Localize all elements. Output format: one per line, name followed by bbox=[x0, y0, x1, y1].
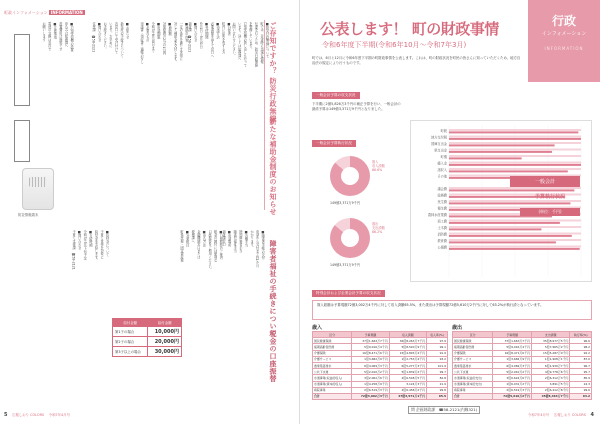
left-page-header bbox=[4, 10, 85, 16]
table-cell: 5億9,016万4千円 bbox=[352, 344, 389, 350]
budget-execution-chart bbox=[410, 120, 592, 282]
benefit-label: 第1子の場合 bbox=[113, 327, 148, 337]
headline-welfare: 障害者福祉の手続きについて bbox=[269, 240, 277, 338]
category-label: 国庫支出金 bbox=[431, 142, 447, 146]
benefit-table-header: 給付金額 bbox=[148, 319, 182, 327]
table-cell: 水道事業(資本的支出) bbox=[453, 381, 493, 387]
column-header: 収入率(%) bbox=[427, 332, 448, 338]
table-cell: 3,124万3千円 bbox=[389, 381, 426, 387]
table-cell: 水道事業(収益的支出) bbox=[453, 375, 493, 381]
category-label: 総務費 bbox=[437, 193, 447, 198]
budget-bar bbox=[449, 226, 581, 228]
expense-budget-total: 149億3,371万9千円 bbox=[330, 263, 360, 267]
revenue-donut bbox=[330, 156, 370, 196]
benefit-amount: 10,000円 bbox=[148, 327, 182, 337]
expense-donut-caption bbox=[372, 222, 385, 235]
device-caption: 防災情報端末 bbox=[18, 213, 39, 217]
category-label: 議会費 bbox=[437, 187, 447, 191]
page-subtitle: 令和6年度下半期(令和6年10月〜令和7年3月) bbox=[322, 41, 467, 49]
table-cell: 1億4,258万9千円 bbox=[352, 381, 389, 387]
table-cell: 97.9 bbox=[427, 338, 448, 344]
expense-pct: 86.2% bbox=[372, 230, 383, 235]
actual-bar bbox=[449, 248, 580, 250]
table-cell: 水道事業(収益的収入) bbox=[313, 375, 352, 381]
tab-title: 行政 bbox=[551, 14, 576, 28]
table-cell: 98.2 bbox=[570, 344, 592, 350]
expense-table-title: 歳出 bbox=[452, 325, 463, 331]
lead-text: 町では、6月と12月に令和6年度下半期の町財政事情を公表します。これは、町の財政状況を町民の皆さんに知っていただくため、地方自治法の規定により行うものです。 bbox=[312, 56, 521, 66]
actual-bar bbox=[449, 222, 560, 224]
contact-info: 問 企画財政課 ☎58-2121(内線321) bbox=[408, 406, 480, 414]
column-header: 予算現額 bbox=[493, 332, 531, 338]
table-total-row bbox=[313, 393, 448, 399]
budget-bar bbox=[449, 149, 581, 151]
category-label: 教育費 bbox=[437, 239, 447, 243]
revenue-table-title: 歳入 bbox=[312, 325, 323, 331]
table-cell: 国民健康保険 bbox=[313, 338, 352, 344]
table-cell: 45億8,463万7千円 bbox=[531, 393, 569, 399]
revenue-table bbox=[312, 331, 448, 400]
table-cell: 公共下水道 bbox=[453, 369, 493, 375]
table-cell: 37億1,663万7千円 bbox=[352, 338, 389, 344]
actual-bar bbox=[449, 189, 574, 191]
table-cell: 16億8,471万6千円 bbox=[493, 350, 531, 356]
right-footer bbox=[528, 412, 594, 418]
header-label: 町政インフォメーション bbox=[4, 10, 48, 15]
table-cell: 6億4,069万3千円 bbox=[352, 362, 389, 368]
column-header: 執行率(%) bbox=[570, 332, 592, 338]
column-header: 区分 bbox=[313, 332, 352, 338]
table-cell: 介護保険 bbox=[313, 350, 352, 356]
actual-bar bbox=[449, 131, 578, 133]
category-label: 地方交付税 bbox=[431, 135, 447, 140]
revenue-donut-caption bbox=[372, 160, 385, 173]
table-cell: 35億8,977万5千円 bbox=[531, 338, 569, 344]
category-label: 繰入金 bbox=[437, 161, 447, 166]
table-cell: 63.2 bbox=[570, 393, 592, 399]
chart-badge: 一般会計 bbox=[510, 176, 580, 187]
actual-bar bbox=[449, 151, 552, 153]
tab-english: INFORMATION bbox=[544, 46, 584, 51]
table-cell: 合計 bbox=[453, 393, 493, 399]
table-cell: 96.7 bbox=[570, 362, 592, 368]
table-cell: 95.7 bbox=[570, 369, 592, 375]
expense-label: 歳出 bbox=[372, 222, 379, 226]
special-text: 歳入総額は予算現額72億3,002万4千円に対して収入済額65.5%、また歳出は予算現額72億5,610万2千円に対して63.2%が執行済となっています。 bbox=[312, 300, 592, 320]
expense-table bbox=[452, 331, 592, 400]
section-tab bbox=[528, 0, 600, 82]
table-cell: 99.7 bbox=[427, 369, 448, 375]
actual-bar bbox=[449, 170, 568, 172]
actual-bar bbox=[449, 235, 572, 237]
table-cell: 後期高齢者医療 bbox=[313, 344, 352, 350]
category-label: 消防費 bbox=[437, 232, 447, 237]
issue-label: 令和7年4月号 bbox=[528, 413, 550, 417]
budget-bar bbox=[449, 233, 581, 235]
table-cell: 5億7,965万2千円 bbox=[531, 344, 569, 350]
table-cell: 3億0,624万6千円 bbox=[493, 375, 531, 381]
table-cell: 3億2,062万6千円 bbox=[352, 375, 389, 381]
category-label: 農林水産業費 bbox=[427, 213, 447, 217]
expense-donut bbox=[330, 218, 370, 258]
text-column: ■障害者手帳の交付 申請から交付まで約1か月 かかります。 ■各種手当 特別障害者手当 障害児福祉手当 ■申請場所 福祉課窓口 bbox=[221, 230, 265, 268]
table-cell: 病院事業 bbox=[313, 387, 352, 393]
table-cell: 2億6,519万3千円 bbox=[352, 387, 389, 393]
table-cell: 15億4,893万4千円 bbox=[389, 350, 426, 356]
chart-note: (単位：千円) bbox=[520, 208, 580, 216]
table-cell: 後期高齢者医療 bbox=[453, 344, 493, 350]
table-cell: 96.6 bbox=[570, 338, 592, 344]
actual-bar bbox=[449, 164, 581, 166]
magazine-name: 広報しおり COLORS bbox=[12, 413, 45, 417]
table-cell: 92.2 bbox=[570, 350, 592, 356]
column-header: 収入済額 bbox=[389, 332, 426, 338]
table-cell: 16億8,471万6千円 bbox=[352, 350, 389, 356]
table-cell: 介護サービス bbox=[313, 356, 352, 362]
table-cell: 65.5 bbox=[427, 393, 448, 399]
column-header: 予算現額 bbox=[352, 332, 389, 338]
page-number: 5 bbox=[4, 412, 8, 418]
actual-bar bbox=[449, 157, 522, 159]
table-cell: 99.1 bbox=[427, 344, 448, 350]
table-cell: 21.9 bbox=[427, 381, 448, 387]
table-cell: 5億9,016万4千円 bbox=[493, 344, 531, 350]
header-tag: INFORMATION bbox=[50, 10, 83, 15]
chart-badge-subtitle: 予算執行状況 bbox=[534, 194, 565, 200]
table-cell: 農業集落排水 bbox=[313, 362, 352, 368]
table-cell: 37億1,663万7千円 bbox=[493, 338, 531, 344]
revenue-label: 歳入 bbox=[372, 160, 379, 164]
table-cell: 介護サービス bbox=[453, 356, 493, 362]
table-cell: 合計 bbox=[313, 393, 352, 399]
section-label-exec: 一般会計予算執行状況 bbox=[312, 140, 356, 147]
table-cell: 72億3,002万4千円 bbox=[352, 393, 389, 399]
table-cell: 2億6,458万2千円 bbox=[389, 387, 426, 393]
category-label: 商工費 bbox=[437, 219, 447, 224]
budget-bar bbox=[449, 129, 581, 131]
section-label-special: 特別会計および企業会計予算の収支状況 bbox=[312, 290, 385, 297]
expense-pct-label: 支出済額 bbox=[372, 226, 385, 231]
text-column: ■対象者 町内に住所を有する方 ■申請方法 必要書類を添えて窓口へ ■受付期間 4月1日〜5月31日 ■問い合わせ 福祉課 ☎58-2121 bbox=[187, 22, 231, 58]
actual-bar bbox=[449, 138, 581, 140]
column-header: 区分 bbox=[453, 332, 493, 338]
table-cell: 2億6,519万3千円 bbox=[493, 387, 531, 393]
budget-bar bbox=[449, 168, 581, 170]
table-cell: 87.0 bbox=[570, 356, 592, 362]
budget-bar bbox=[449, 246, 581, 248]
category-label: 諸収入 bbox=[437, 168, 447, 172]
table-cell: 2億6,412万8千円 bbox=[531, 387, 569, 393]
table-cell: 93.2 bbox=[427, 356, 448, 362]
table-cell: 4億9,778万6千円 bbox=[531, 369, 569, 375]
actual-bar bbox=[449, 202, 570, 204]
donut-hole bbox=[341, 229, 359, 247]
table-cell: 99.6 bbox=[570, 387, 592, 393]
budget-bar bbox=[449, 187, 581, 189]
section-label-general: 一般会計予算の収支状況 bbox=[312, 92, 360, 99]
table-cell: 1億6,031万2千円 bbox=[493, 381, 531, 387]
category-label: 町税 bbox=[440, 129, 447, 133]
table-cell: 1億2,753万4千円 bbox=[389, 356, 426, 362]
headline-disaster-radio: ご存知ですか？ 防災行政無線 bbox=[269, 22, 277, 123]
budget-bar bbox=[449, 200, 581, 202]
headline-tax: 税金の口座振替 bbox=[269, 330, 277, 383]
benefit-amount: 20,000円 bbox=[148, 337, 182, 347]
budget-bar bbox=[449, 142, 581, 144]
revenue-pct-label: 収入済額 bbox=[372, 164, 385, 169]
table-cell: 5億2,010万2千円 bbox=[352, 369, 389, 375]
text-column: ■防災行政無線について 町では、災害時に迅速な情報 伝達を行うため、防災行政無線 を整備しています。 戸別受信機の貸し出しも行って います。詳しくは総務課へ お問い合わせください。 bbox=[231, 22, 270, 67]
budget-bar bbox=[449, 220, 581, 222]
table-cell: 水道事業(資本的収入) bbox=[313, 381, 352, 387]
text-column: ■口座振替のご案内 税金の納付には便利な 口座振替をご利用ください。 ■申込方法 金融機関窓口または 税務課へ ■対象税目 町県民税・固定資産税 bbox=[179, 230, 223, 272]
table-cell: 国民健康保険 bbox=[453, 338, 493, 344]
revenue-pct: 86.6% bbox=[372, 168, 383, 173]
table-cell: 介護保険 bbox=[453, 350, 493, 356]
table-cell: 5億1,839万2千円 bbox=[389, 369, 426, 375]
budget-bar bbox=[449, 136, 581, 138]
actual-bar bbox=[449, 241, 556, 243]
category-label: 衛生費 bbox=[437, 206, 447, 211]
text-column: ■お知らせ 新年度の手続きについて 各窓口にて受け付けて います。お早めに お手続きください。 ■問い合わせ 住民課 ☎58-2121 bbox=[91, 22, 130, 58]
tab-subtitle: インフォメーション bbox=[541, 31, 587, 37]
table-cell: 47億3,571万1千円 bbox=[389, 393, 426, 399]
info-box bbox=[14, 34, 30, 106]
table-cell: 3,891万5千円 bbox=[531, 381, 569, 387]
category-label: 県支出金 bbox=[434, 148, 447, 153]
category-label: 公債費 bbox=[437, 245, 447, 250]
benefit-table bbox=[112, 318, 182, 357]
category-label: 町債 bbox=[440, 155, 447, 159]
table-cell: 1億3,682万9千円 bbox=[493, 356, 531, 362]
table-cell: 6億5,277万3千円 bbox=[389, 362, 426, 368]
table-cell: 公共下水道 bbox=[313, 369, 352, 375]
table-cell: 15億5,287万0千円 bbox=[531, 350, 569, 356]
revenue-budget-total: 149億3,371万9千円 bbox=[330, 201, 360, 205]
benefit-label: 第2子の場合 bbox=[113, 337, 148, 347]
table-cell: 82.8 bbox=[427, 375, 448, 381]
table-cell: 72億5,610万2千円 bbox=[493, 393, 531, 399]
left-footer bbox=[4, 412, 70, 418]
table-cell: 病院事業 bbox=[453, 387, 493, 393]
benefit-amount: 30,000円 bbox=[148, 347, 182, 357]
table-cell: 101.9 bbox=[427, 362, 448, 368]
benefit-label: 第3子以上の場合 bbox=[113, 347, 148, 357]
budget-bar bbox=[449, 239, 581, 241]
text-column: ■補助の内容 一定の条件を満たす世帯に 対して補助金を交付します。 ■補助額 対象経費の2分の1以内 ■申請期限 令和7年6月30日まで ■必要なもの 申請書・領収書・通帳の写し bbox=[139, 22, 189, 64]
table-cell: 85.9 bbox=[570, 375, 592, 381]
info-box bbox=[14, 120, 30, 162]
category-label: 土木費 bbox=[437, 226, 447, 230]
table-cell: 2億6,312万3千円 bbox=[531, 375, 569, 381]
disaster-receiver-image bbox=[22, 168, 54, 210]
general-text: 下半期に2億5,826万3千円の補正予算を行い、一般会計の最終予算は149億3,371万9千円となりました。 bbox=[312, 102, 401, 112]
actual-bar bbox=[449, 228, 541, 230]
text-column: ■給付金について 子育て世帯を対象に 給付金を支給します。 ■支給時期 令和7年5月下旬予定 ■問い合わせ 子育て支援課 ☎58-2121 bbox=[71, 230, 110, 270]
table-cell: 99.8 bbox=[427, 387, 448, 393]
table-cell: 農業集落排水 bbox=[453, 362, 493, 368]
budget-bar bbox=[449, 162, 581, 164]
table-cell: 5億2,010万2千円 bbox=[493, 369, 531, 375]
headline-subsidy: 新たな補助金制度のお知らせ bbox=[269, 118, 277, 216]
category-label: その他 bbox=[437, 174, 447, 179]
budget-bar bbox=[449, 155, 581, 157]
actual-bar bbox=[449, 144, 555, 146]
page-title: 公表します！ 町の財政事情 bbox=[320, 20, 499, 38]
table-cell: 1億1,908万1千円 bbox=[531, 356, 569, 362]
table-total-row bbox=[453, 393, 592, 399]
donut-hole bbox=[341, 167, 359, 185]
table-cell: 24.3 bbox=[570, 381, 592, 387]
table-cell: 2億6,548万5千円 bbox=[389, 375, 426, 381]
table-cell: 36億8,263万7千円 bbox=[389, 338, 426, 344]
magazine-name: 広報しおり COLORS bbox=[553, 413, 586, 417]
page-number: 4 bbox=[590, 412, 594, 418]
text-column: ■戸別受信機の設置 申込みは総務課へ 設置費用は無料です ■注意事項 電池の交換は各自で お願いします bbox=[41, 22, 74, 52]
table-cell: 5億8,520万9千円 bbox=[389, 344, 426, 350]
issue-label: 令和7年4月号 bbox=[48, 413, 70, 417]
table-cell: 6億1,930万7千円 bbox=[531, 362, 569, 368]
category-label: 民生費 bbox=[437, 200, 447, 204]
table-cell: 6億4,069万3千円 bbox=[493, 362, 531, 368]
column-header: 支出済額 bbox=[531, 332, 569, 338]
benefit-table-header: 給付金額 bbox=[113, 319, 148, 327]
table-cell: 91.9 bbox=[427, 350, 448, 356]
table-cell: 1億3,682万9千円 bbox=[352, 356, 389, 362]
